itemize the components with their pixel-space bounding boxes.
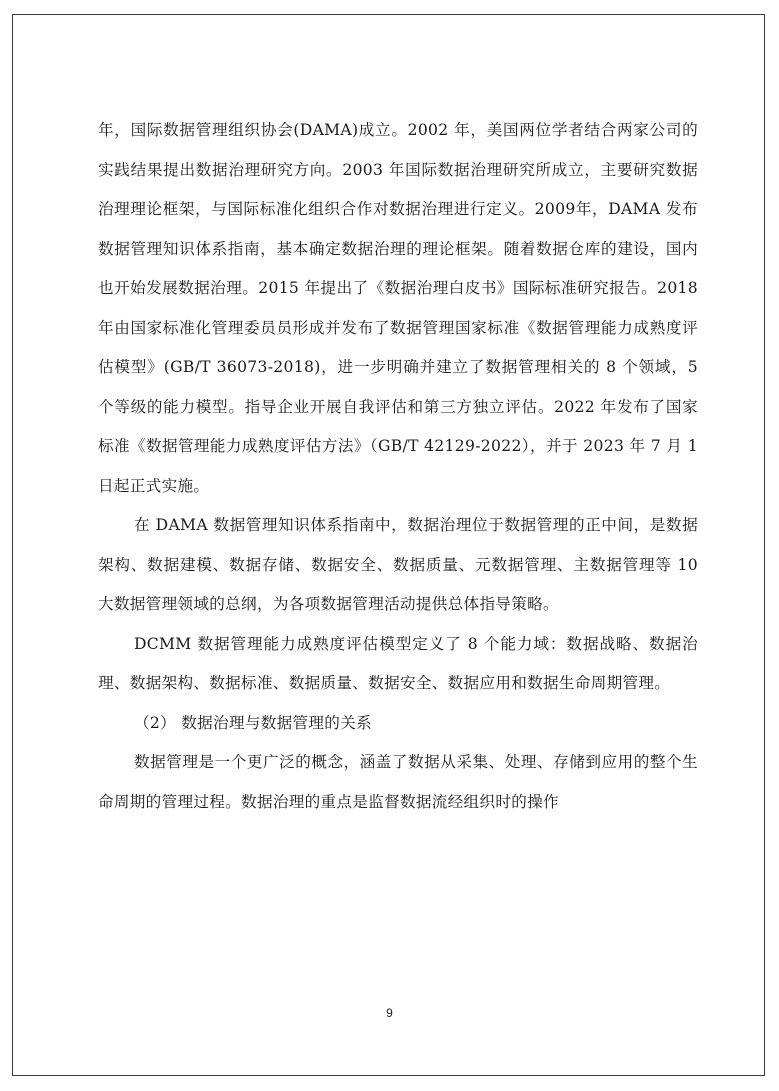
document-body [98, 111, 698, 822]
body-paragraph: 在 DAMA 数据管理知识体系指南中，数据治理位于数据管理的正中间，是数据架构、数据建模、数据存储、数据安全、数据质量、元数据管理、主数据管理等 10 大数据管理领域的总纲，为各项数据管理活动提供总体指导策略。 [98, 516, 698, 613]
body-paragraph: 数据管理是一个更广泛的概念，涵盖了数据从采集、处理、存储到应用的整个生命周期的管理过程。数据治理的重点是监督数据流经组织时的操作 [98, 753, 698, 811]
body-paragraph: DCMM 数据管理能力成熟度评估模型定义了 8 个能力域：数据战略、数据治理、数据架构、数据标准、数据质量、数据安全、数据应用和数据生命周期管理。 [98, 634, 698, 692]
page-number: 9 [386, 1006, 393, 1020]
section-heading: （2） 数据治理与数据管理的关系 [134, 713, 372, 732]
body-paragraph: 年，国际数据管理组织协会(DAMA)成立。2002 年，美国两位学者结合两家公司的实践结果提出数据治理研究方向。2003 年国际数据治理研究所成立，主要研究数据治理理论框架，与国际标准化组织合作对数据治理进行定义。2009年，DAMA 发布数据管理知识体系指南，基本确定数据治理的理论框架。随着数据仓库的建设，国内也开始发展数据治理。2015 年提出了《数据治理白皮书》国际标准研究报告。2018 年由国家标准化管理委员员形成并发布了数据管理国家标准《数据管理能力成熟度评估模型》(GB/T 36073-2018)，进一步明确并建立了数据管理相关的 8 个领域，5 个等级的能力模型。指导企业开展自我评估和第三方独立评估。2022 年发布了国家标准《数据管理能力成熟度评估方法》（GB/T 42129-2022），并于 2023 年 7 月 1 日起正式实施。 [98, 121, 698, 495]
